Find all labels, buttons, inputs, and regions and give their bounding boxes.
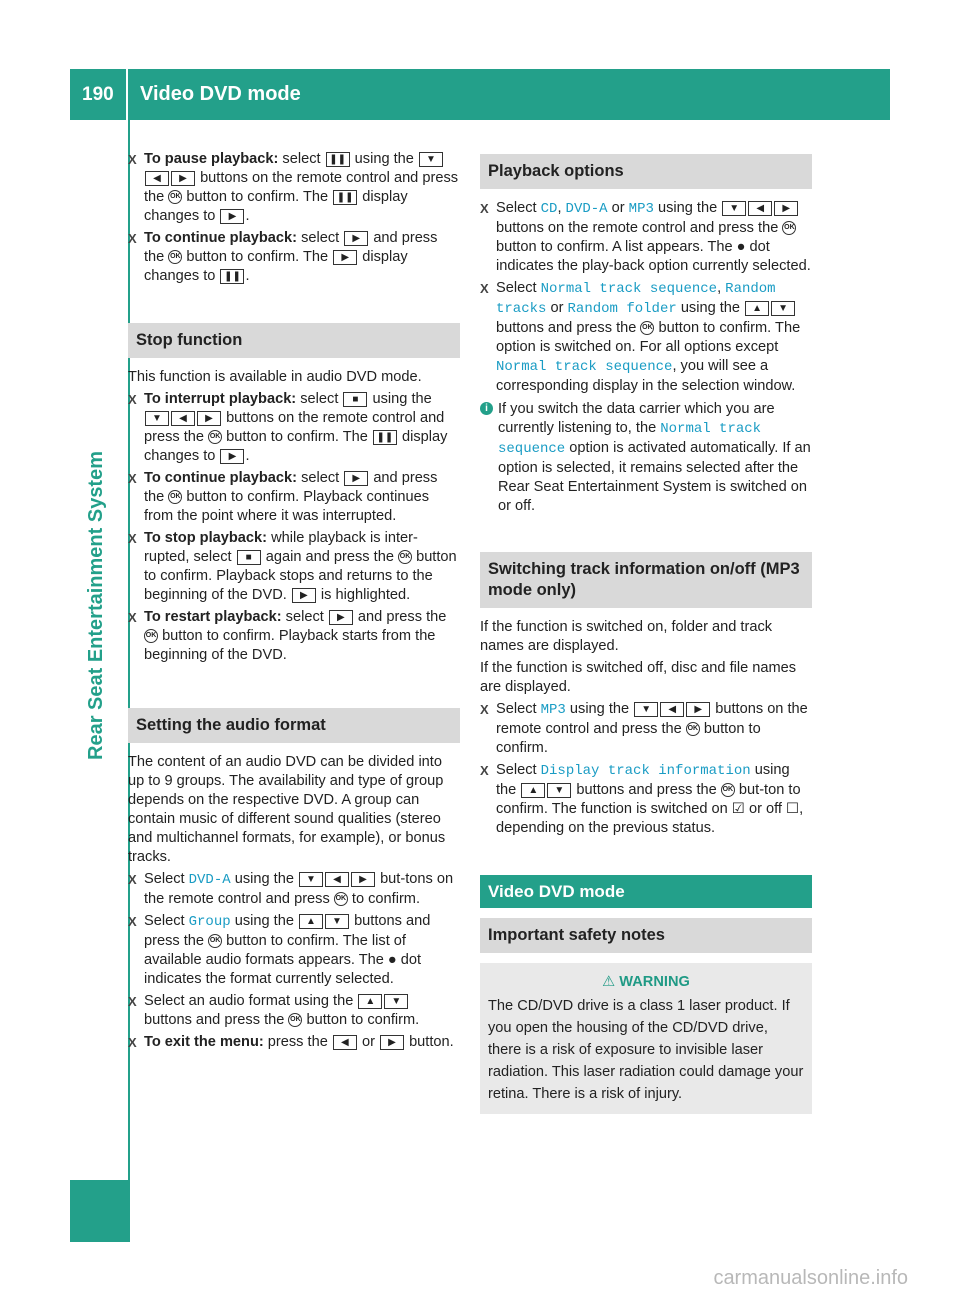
pause-key-icon: ❚❚ (326, 152, 350, 167)
play-key-icon: ▶ (344, 231, 368, 246)
menu-option: Normal track sequence (540, 281, 718, 297)
down-key-icon: ▼ (722, 201, 746, 216)
menu-option: DVD-A (565, 201, 608, 217)
menu-option: Random folder (567, 301, 677, 317)
menu-option: Group (188, 914, 231, 930)
ok-button-icon: OK (144, 629, 158, 643)
page-header (70, 69, 890, 120)
step-exit-menu: X To exit the menu: press the ◀ or ▶ button. (128, 1034, 454, 1050)
step-select-playback-option: X Select Normal track sequence, Random tracks or Random folder using the ▲ ▼ buttons and press the OK button to confirm. The option is switched on. For all options except Normal track sequence, you will see a corresponding display in the selection window. (480, 280, 801, 394)
ok-button-icon: OK (640, 321, 654, 335)
play-key-icon: ▶ (686, 702, 710, 717)
up-key-icon: ▲ (521, 783, 545, 798)
play-key-icon: ▶ (774, 201, 798, 216)
down-key-icon: ▼ (771, 301, 795, 316)
step-arrow-icon: X (128, 1035, 137, 1050)
step-select-group: X Select Group using the ▲ ▼ buttons and press the OK button to confirm. The list of available audio formats appears. The ● dot indicates the format currently selected. (128, 913, 431, 987)
menu-option: MP3 (628, 201, 654, 217)
track-info-heading: Switching track information on/off (MP3 mode only) (480, 552, 812, 608)
play-key-icon: ▶ (220, 209, 244, 224)
warning-text: The CD/DVD drive is a class 1 laser product. If you open the housing of the CD/DVD drive, there is a risk of exposure to invisible laser radiation. This laser radiation could damage your retina. There is a risk of injury. (488, 998, 804, 1102)
step-arrow-icon: X (480, 702, 489, 717)
step-select-dvda: X Select DVD-A using the ▼ ◀ ▶ but-tons on the remote control and press OK to confirm. (128, 871, 454, 907)
stop-function-heading: Stop function (128, 323, 460, 358)
step-arrow-icon: X (480, 201, 489, 216)
info-icon: i (480, 402, 493, 415)
ok-button-icon: OK (334, 892, 348, 906)
pause-key-icon: ❚❚ (373, 430, 397, 445)
safety-notes-heading: Important safety notes (480, 918, 812, 953)
checkbox-empty-icon: ☐ (786, 801, 800, 817)
step-arrow-icon: X (128, 531, 137, 546)
step-select-source: X Select CD, DVD-A or MP3 using the ▼ ◀ ▶ buttons on the remote control and press the OK button to confirm. A list appears. The ● dot indicates the play-back option currently selected. (480, 200, 811, 274)
step-select-audio-format: X Select an audio format using the ▲ ▼ buttons and press the OK button to confirm. (128, 993, 420, 1028)
warning-triangle-icon: ⚠ (602, 974, 616, 990)
sidebar-block (70, 1180, 128, 1242)
step-arrow-icon: X (128, 872, 137, 887)
video-dvd-heading: Video DVD mode (480, 875, 812, 908)
warning-title: ⚠ WARNING (602, 974, 690, 990)
menu-option: DVD-A (188, 872, 231, 888)
chapter-title: Rear Seat Entertainment System (85, 450, 107, 760)
playback-options-heading: Playback options (480, 154, 812, 189)
down-key-icon: ▼ (384, 994, 408, 1009)
step-continue-stop: X To continue playback: select ▶ and press the OK button to confirm. Playback continues from the point where it was interrupted. (128, 470, 438, 524)
stop-key-icon: ■ (343, 392, 367, 407)
ok-button-icon: OK (208, 430, 222, 444)
header-divider (126, 69, 128, 120)
ok-button-icon: OK (721, 783, 735, 797)
audio-intro: The content of an audio DVD can be divided into up to 9 groups. The availability and type of group depends on the respective DVD. A group can contain music of different sound qualities (stereo and multichannel formats, for example), or bonus tracks. (128, 754, 446, 865)
step-continue: X To continue playback: select ▶ and press the OK button to confirm. The ▶ display changes to ❚❚ . (128, 230, 438, 284)
left-key-icon: ◀ (660, 702, 684, 717)
step-display-track-info: X Select Display track information using the ▲ ▼ buttons and press the OK but-ton to confirm. The function is switched on ☑ or off ☐, depending on the previous status. (480, 762, 804, 836)
step-arrow-icon: X (128, 471, 137, 486)
track-info-intro-on: If the function is switched on, folder and track names are displayed. (480, 619, 773, 654)
play-key-icon: ▶ (171, 171, 195, 186)
ok-button-icon: OK (686, 722, 700, 736)
track-info-intro-off: If the function is switched off, disc and file names are displayed. (480, 660, 797, 695)
step-arrow-icon: X (480, 763, 489, 778)
stop-key-icon: ■ (237, 550, 261, 565)
up-key-icon: ▲ (745, 301, 769, 316)
menu-option: MP3 (540, 702, 566, 718)
step-pause: X To pause playback: select ❚❚ using the ▼◀ ▶ buttons on the remote control and press the OK button to confirm. The ❚❚ display changes to ▶ . (128, 151, 459, 224)
play-key-icon: ▶ (333, 250, 357, 265)
ok-button-icon: OK (168, 490, 182, 504)
info-note: i If you switch the data carrier which you are currently listening to, the Normal track sequence option is activated automatically. If an option is selected, it remains selected after the Rear Seat Entertainment System is switched on or off. (480, 400, 812, 516)
ok-button-icon: OK (782, 221, 796, 235)
step-arrow-icon: X (480, 281, 489, 296)
down-key-icon: ▼ (419, 152, 443, 167)
audio-format-heading: Setting the audio format (128, 708, 460, 743)
down-key-icon: ▼ (299, 872, 323, 887)
step-arrow-icon: X (128, 994, 137, 1009)
play-key-icon: ▶ (292, 588, 316, 603)
stop-intro: This function is available in audio DVD mode. (128, 369, 422, 385)
down-key-icon: ▼ (634, 702, 658, 717)
down-key-icon: ▼ (325, 914, 349, 929)
step-arrow-icon: X (128, 152, 137, 167)
pause-key-icon: ❚❚ (220, 269, 244, 284)
page-number: 190 (82, 84, 114, 105)
play-key-icon: ▶ (351, 872, 375, 887)
page-title: Video DVD mode (140, 83, 301, 105)
play-key-icon: ▶ (220, 449, 244, 464)
play-key-icon: ▶ (197, 411, 221, 426)
ok-button-icon: OK (168, 190, 182, 204)
left-column (128, 150, 460, 1055)
play-key-icon: ▶ (344, 471, 368, 486)
ok-button-icon: OK (398, 550, 412, 564)
menu-option: Random tracks (496, 281, 776, 317)
menu-option: CD (540, 201, 558, 217)
right-column (480, 154, 812, 1114)
warning-box (480, 963, 812, 1114)
watermark: carmanualsonline.info (713, 1267, 908, 1289)
up-key-icon: ▲ (358, 994, 382, 1009)
pause-key-icon: ❚❚ (333, 190, 357, 205)
checkbox-checked-icon: ☑ (731, 801, 745, 817)
chapter-sidebar (70, 120, 130, 1242)
left-key-icon: ◀ (145, 171, 169, 186)
step-restart: X To restart playback: select ▶ and press the OK button to confirm. Playback starts from the beginning of the DVD. (128, 609, 447, 663)
play-key-icon: ▶ (380, 1035, 404, 1050)
step-arrow-icon: X (128, 392, 137, 407)
up-key-icon: ▲ (299, 914, 323, 929)
left-key-icon: ◀ (748, 201, 772, 216)
step-arrow-icon: X (128, 914, 137, 929)
step-stop-playback: X To stop playback: while playback is inter-rupted, select ■ again and press the OK button to confirm. Playback stops and returns to the beginning of the DVD. ▶ is highlighted. (128, 530, 457, 603)
step-interrupt: X To interrupt playback: select ■ using the ▼ ◀ ▶ buttons on the remote control and press the OK button to confirm. The ❚❚ display changes to ▶ . (128, 391, 448, 464)
menu-option: Normal track sequence (496, 359, 673, 375)
ok-button-icon: OK (168, 250, 182, 264)
menu-option: Display track information (540, 763, 751, 779)
play-key-icon: ▶ (329, 610, 353, 625)
ok-button-icon: OK (208, 934, 222, 948)
step-select-mp3: X Select MP3 using the ▼ ◀ ▶ buttons on the remote control and press the OK button to confirm. (480, 701, 808, 756)
step-arrow-icon: X (128, 231, 137, 246)
left-key-icon: ◀ (333, 1035, 357, 1050)
down-key-icon: ▼ (547, 783, 571, 798)
left-key-icon: ◀ (325, 872, 349, 887)
down-key-icon: ▼ (145, 411, 169, 426)
step-arrow-icon: X (128, 610, 137, 625)
left-key-icon: ◀ (171, 411, 195, 426)
menu-option: Normal track sequence (498, 421, 762, 457)
ok-button-icon: OK (288, 1013, 302, 1027)
